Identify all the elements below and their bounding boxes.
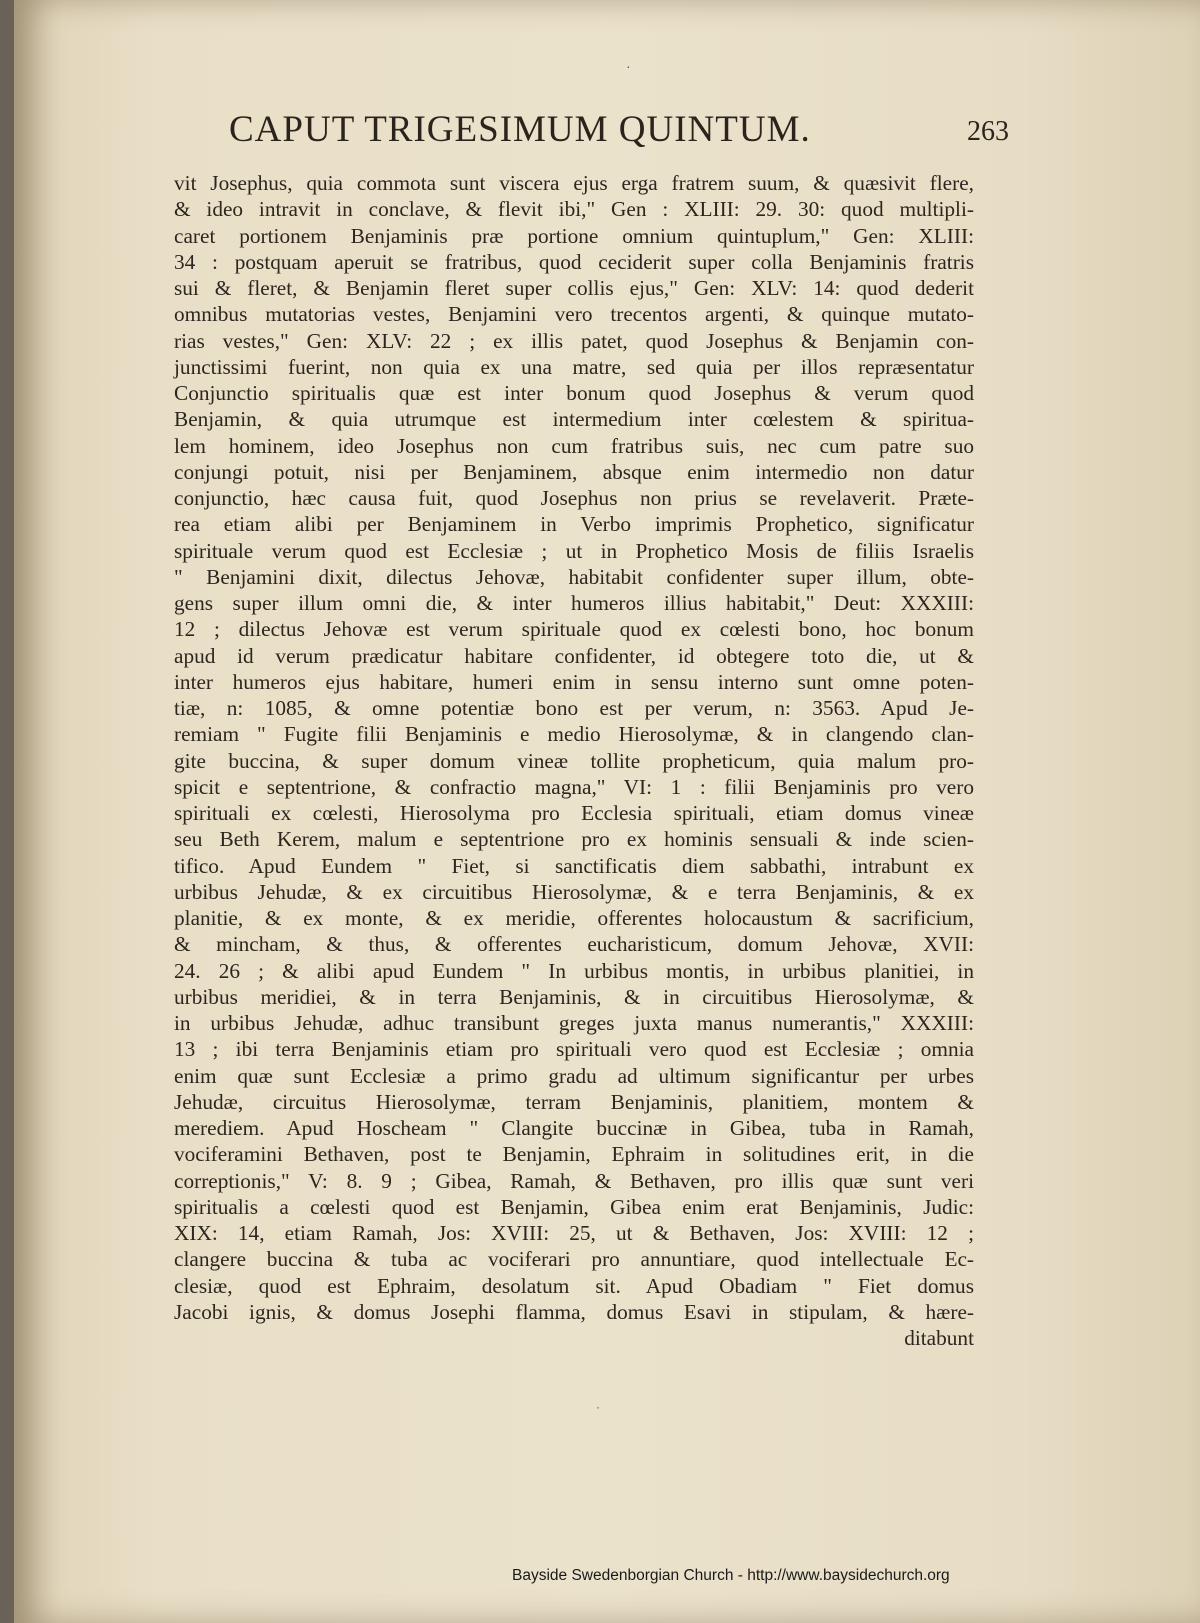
text-line: gite buccina, & super domum vineæ tollite propheticum, quia malum pro-: [174, 748, 974, 773]
text-line: Benjamin, & quia utrumque est intermedium inter cœlestem & spiritua-: [174, 407, 974, 432]
page-number: 263: [967, 116, 1009, 147]
text-line: " Benjamini dixit, dilectus Jehovæ, habitabit confidenter super illum, obte-: [174, 564, 974, 589]
footer-credit: Bayside Swedenborgian Church - http://www.baysidechurch.org: [512, 1567, 950, 1584]
print-speck: ·: [626, 58, 631, 74]
text-line: vociferamini Bethaven, post te Benjamin, Ephraim in solitudines erit, in die: [174, 1142, 974, 1167]
text-line: merediem. Apud Hoscheam " Clangite buccinæ in Gibea, tuba in Ramah,: [174, 1116, 974, 1140]
text-line: 24. 26 ; & alibi apud Eundem " In urbibus montis, in urbibus planitiei, in: [174, 958, 974, 983]
text-line: spicit e septentrione, & confractio magna," VI: 1 : filii Benjaminis pro vero: [174, 774, 974, 799]
text-line: & ideo intravit in conclave, & flevit ibi," Gen : XLIII: 29. 30: quod multipli-: [174, 197, 974, 222]
text-line: Jacobi ignis, & domus Josephi flamma, domus Esavi in stipulam, & hære-: [174, 1299, 974, 1324]
text-line: clesiæ, quod est Ephraim, desolatum sit. Apud Obadiam " Fiet domus: [174, 1273, 974, 1298]
text-line: tifico. Apud Eundem " Fiet, si sanctificatis diem sabbathi, intrabunt ex: [174, 853, 974, 878]
text-line: urbibus Jehudæ, & ex circuitibus Hierosolymæ, & e terra Benjaminis, & ex: [174, 879, 974, 904]
text-line: spirituale verum quod est Ecclesiæ ; ut in Prophetico Mosis de filiis Israelis: [174, 538, 974, 563]
text-line: junctissimi fuerint, non quia ex una matre, sed quia per illos repræsentatur: [174, 354, 974, 379]
text-line: remiam " Fugite filii Benjaminis e medio Hierosolymæ, & in clangendo clan-: [174, 722, 974, 747]
text-line: seu Beth Kerem, malum e septentrione pro ex hominis sensuali & inde scien-: [174, 827, 974, 852]
text-line: conjunctio, hæc causa fuit, quod Josephus non prius se revelaverit. Præte-: [174, 486, 974, 510]
text-line: caret portionem Benjaminis præ portione omnium quintuplum," Gen: XLIII:: [174, 223, 974, 248]
text-line: lem hominem, ideo Josephus non cum fratribus suis, nec cum patre suo: [174, 433, 974, 458]
text-line: spirituali ex cœlesti, Hierosolyma pro Ecclesia spirituali, etiam domus vineæ: [174, 801, 974, 825]
text-line: spiritualis a cœlesti quod est Benjamin, Gibea enim erat Benjaminis, Judic:: [174, 1194, 974, 1219]
text-line: clangere buccina & tuba ac vociferari pro annuntiare, quod intellectuale Ec-: [174, 1247, 974, 1272]
running-head: [229, 108, 1009, 168]
text-line: conjungi potuit, nisi per Benjaminem, absque enim intermedio non datur: [174, 459, 974, 484]
catchword: ditabunt: [904, 1326, 974, 1350]
book-page: [14, 0, 1200, 1623]
text-line: rea etiam alibi per Benjaminem in Verbo imprimis Prophetico, significatur: [174, 512, 974, 537]
text-line: omnibus mutatorias vestes, Benjamini vero trecentos argenti, & quinque mutato-: [174, 302, 974, 327]
text-line: sui & fleret, & Benjamin fleret super collis ejus," Gen: XLV: 14: quod dederit: [174, 276, 974, 300]
text-line: apud id verum prædicatur habitare confidenter, id obtegere toto die, ut &: [174, 643, 974, 668]
text-line: vit Josephus, quia commota sunt viscera ejus erga fratrem suum, & quæsivit flere,: [174, 171, 974, 195]
text-line: enim quæ sunt Ecclesiæ a primo gradu ad ultimum significantur per urbes: [174, 1063, 974, 1088]
text-line: XIX: 14, etiam Ramah, Jos: XVIII: 25, ut & Bethaven, Jos: XVIII: 12 ;: [174, 1221, 974, 1245]
text-line: inter humeros ejus habitare, humeri enim in sensu interno sunt omne poten-: [174, 669, 974, 694]
text-line: Conjunctio spiritualis quæ est inter bonum quod Josephus & verum quod: [174, 381, 974, 405]
text-line: gens super illum omni die, & inter humeros illius habitabit," Deut: XXXIII:: [174, 591, 974, 615]
text-line: 12 ; dilectus Jehovæ est verum spirituale quod ex cœlesti bono, hoc bonum: [174, 617, 974, 642]
text-line: Jehudæ, circuitus Hierosolymæ, terram Benjaminis, planitiem, montem &: [174, 1089, 974, 1114]
text-line: rias vestes," Gen: XLV: 22 ; ex illis patet, quod Josephus & Benjamin con-: [174, 328, 974, 353]
text-line: correptionis," V: 8. 9 ; Gibea, Ramah, & Bethaven, pro illis quæ sunt veri: [174, 1168, 974, 1193]
print-speck: ·: [596, 1400, 600, 1414]
text-line: tiæ, n: 1085, & omne potentiæ bono est per verum, n: 3563. Apud Je-: [174, 696, 974, 720]
text-line: in urbibus Jehudæ, adhuc transibunt greges juxta manus numerantis," XXXIII:: [174, 1011, 974, 1035]
text-line: urbibus meridiei, & in terra Benjaminis, & in circuitibus Hierosolymæ, &: [174, 984, 974, 1009]
text-line: 13 ; ibi terra Benjaminis etiam pro spirituali vero quod est Ecclesiæ ; omnia: [174, 1037, 974, 1062]
text-line: 34 : postquam aperuit se fratribus, quod ceciderit super colla Benjaminis fratris: [174, 249, 974, 274]
text-line: planitie, & ex monte, & ex meridie, offerentes holocaustum & sacrificium,: [174, 906, 974, 930]
body-text: [174, 170, 974, 1590]
text-line: & mincham, & thus, & offerentes eucharisticum, domum Jehovæ, XVII:: [174, 932, 974, 957]
running-title: CAPUT TRIGESIMUM QUINTUM.: [229, 109, 811, 150]
